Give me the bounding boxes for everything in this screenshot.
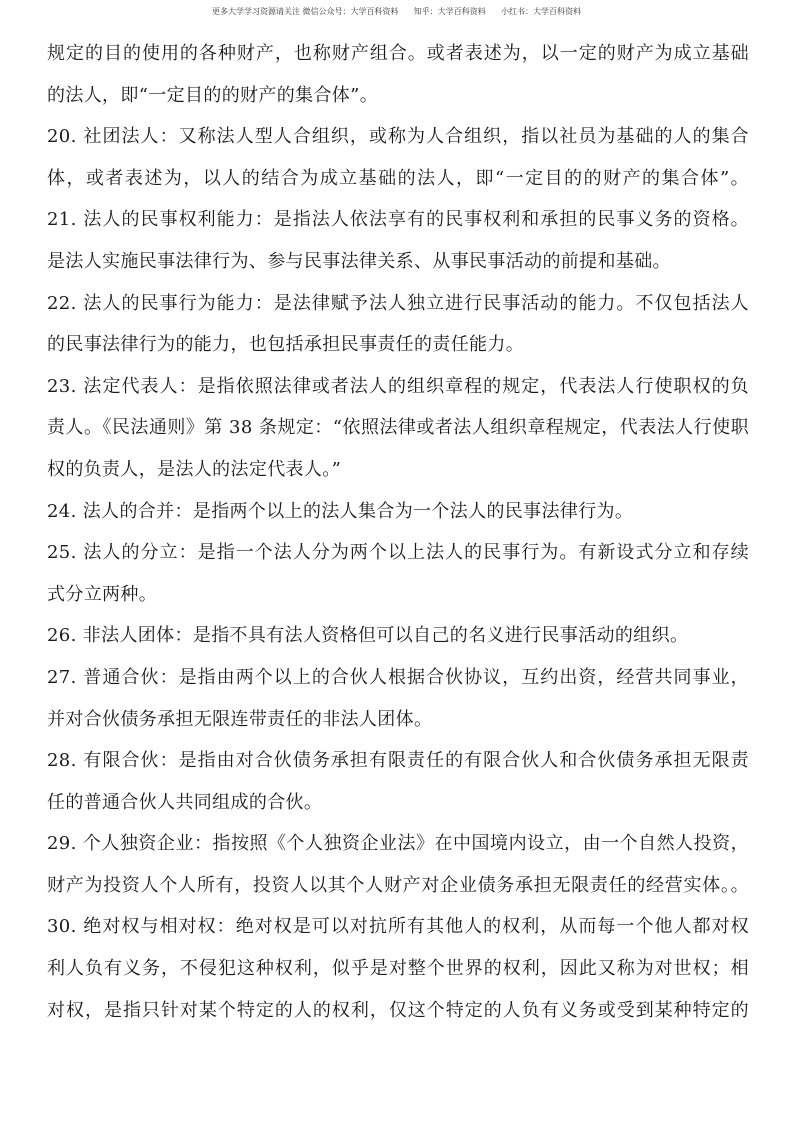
text-line: 是法人实施民事法律行为、参与民事法律关系、从事民事活动的前提和基础。 (47, 250, 671, 272)
text-line: 利人负有义务，不侵犯这种权利，似乎是对整个世界的权利，因此又称为对世权；相 (47, 958, 749, 980)
text-line: 的民事法律行为的能力，也包括承担民事责任的责任能力。 (47, 334, 525, 356)
text-line: 规定的目的使用的各种财产，也称财产组合。或者表述为，以一定的财产为成立基础 (47, 43, 749, 64)
text-line: 对权，是指只针对某个特定的人的权利，仅这个特定的人负有义务或受到某种特定的 (47, 999, 749, 1021)
text-line: 体，或者表述为，以人的结合为成立基础的法人，即“一定目的的财产的集合体”。 (47, 167, 749, 189)
text-line: 26. 非法人团体：是指不具有法人资格但可以自己的名义进行民事活动的组织。 (47, 625, 689, 647)
text-line: 并对合伙债务承担无限连带责任的非法人团体。 (47, 708, 433, 730)
text-line: 权的负责人，是法人的法定代表人。” (47, 458, 342, 480)
text-line: 30. 绝对权与相对权：绝对权是可以对抗所有其他人的权利，从而每一个他人都对权 (47, 916, 749, 938)
text-line: 的法人，即“一定目的的财产的集合体”。 (47, 84, 379, 106)
text-line: 28. 有限合伙：是指由对合伙债务承担有限责任的有限合伙人和合伙债务承担无限责 (47, 750, 749, 772)
text-line: 23. 法定代表人：是指依照法律或者法人的组织章程的规定，代表法人行使职权的负 (47, 375, 749, 397)
text-line: 27. 普通合伙：是指由两个以上的合伙人根据合伙协议，互约出资，经营共同事业， (47, 666, 749, 688)
text-line: 式分立两种。 (47, 583, 158, 605)
text-line: 20. 社团法人：又称法人型人合组织，或称为人合组织，指以社员为基础的人的集合 (47, 126, 749, 148)
text-line: 25. 法人的分立：是指一个法人分为两个以上法人的民事行为。有新设式分立和存续 (47, 542, 749, 564)
text-line: 29. 个人独资企业：指按照《个人独资企业法》在中国境内设立，由一个自然人投资， (47, 833, 749, 855)
text-line: 任的普通合伙人共同组成的合伙。 (47, 791, 323, 813)
text-line: 财产为投资人个人所有，投资人以其个人财产对企业债务承担无限责任的经营实体。。 (47, 874, 749, 896)
text-line: 24. 法人的合并：是指两个以上的法人集合为一个法人的民事法律行为。 (47, 500, 634, 522)
text-line: 21. 法人的民事权利能力：是指法人依法享有的民事权利和承担的民事义务的资格。 (47, 209, 749, 231)
page-header: 更多大学学习资源请关注 微信公众号：大学百科资料 知乎：大学百科资料 小红书：大学百科资料 (211, 7, 582, 16)
document-body (47, 33, 749, 1031)
text-line: 责人。《民法通则》第 38 条规定：“依照法律或者法人组织章程规定，代表法人行使职 (47, 417, 749, 439)
text-line: 22. 法人的民事行为能力：是法律赋予法人独立进行民事活动的能力。不仅包括法人 (47, 292, 749, 314)
